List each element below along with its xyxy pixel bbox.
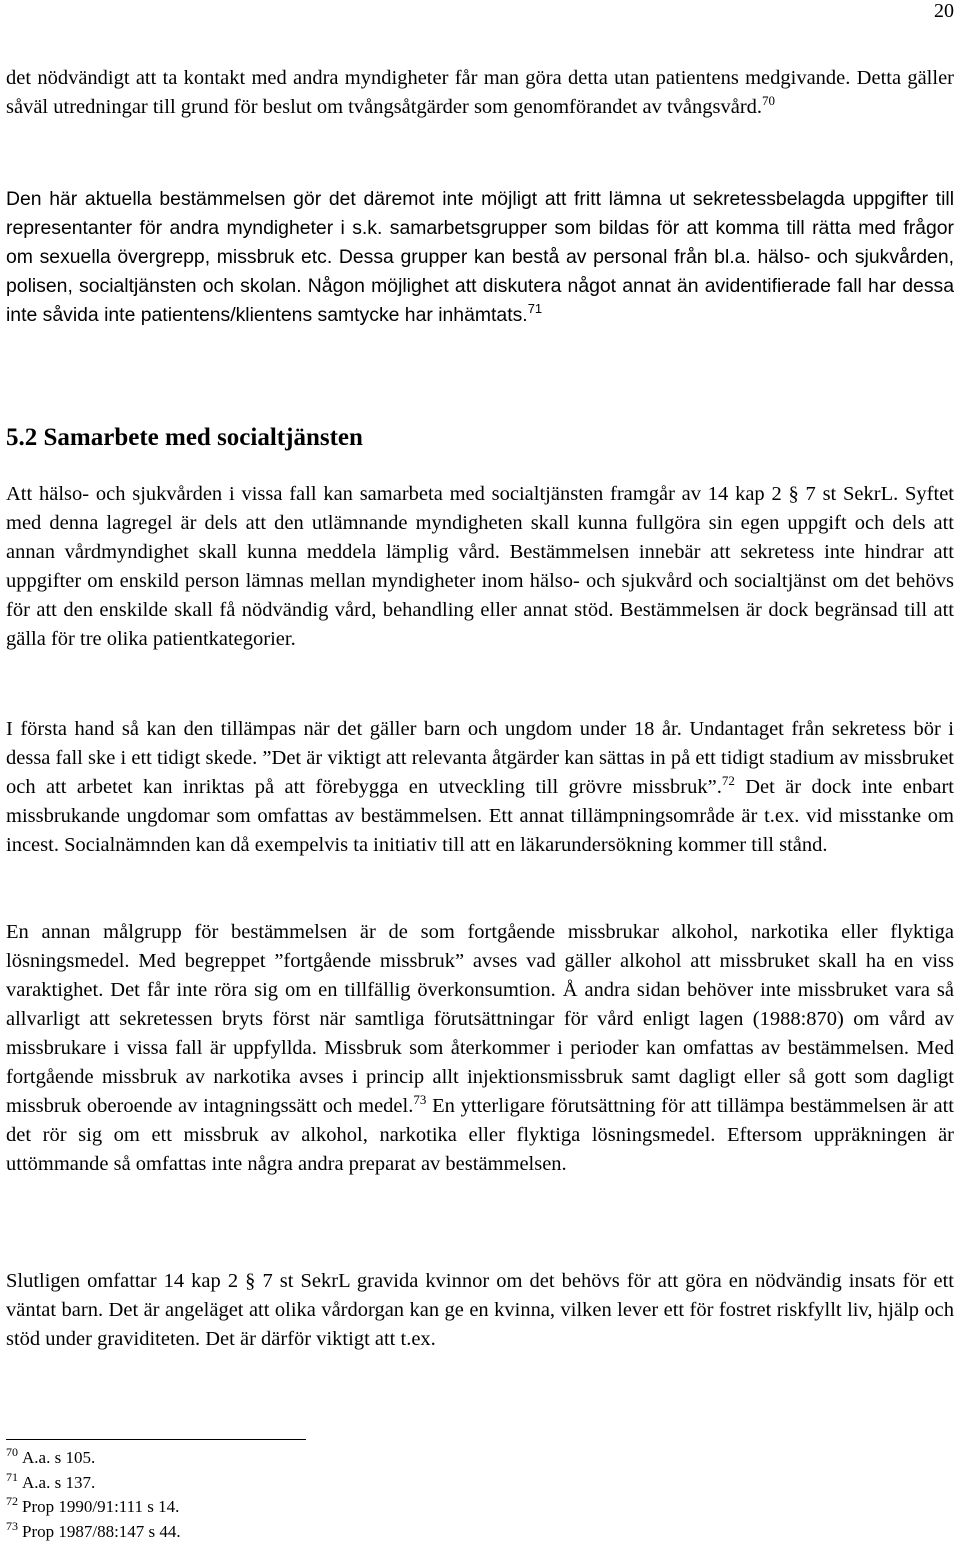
footnote-number: 70 <box>6 1445 18 1459</box>
footnote-number: 71 <box>6 1469 18 1484</box>
paragraph-5 <box>6 918 954 1179</box>
paragraph-2 <box>6 185 954 330</box>
footnote-separator <box>6 1439 306 1440</box>
footnote-ref-72: 72 <box>721 773 735 788</box>
footnote-ref-73: 73 <box>413 1092 427 1107</box>
page-number: 20 <box>934 0 954 22</box>
paragraph-6 <box>6 1267 954 1354</box>
paragraph-6-text: Slutligen omfattar 14 kap 2 § 7 st SekrL gravida kvinnor om det behövs för att göra en nödvändig insats för ett väntat barn. Det är angeläget att olika vårdorgan kan ge en kvinna, vilken lever ett för fostret riskfyllt liv, hjälp och stöd under graviditeten. Det är därför viktigt att t.ex. <box>6 1270 954 1350</box>
footnote-item <box>6 1495 181 1520</box>
paragraph-4 <box>6 715 954 860</box>
paragraph-3-text: Att hälso- och sjukvården i vissa fall kan samarbeta med socialtjänsten framgår av 14 kap 2 § 7 st SekrL. Syftet med denna lagregel är dels att den utlämnande myndigheten skall kunna fullgöra sin egen uppgift och dels att annan vårdmyndighet skall kunna meddela lämplig vård. Bestämmelsen innebär att sekretess inte hindrar att uppgifter om enskild person lämnas mellan myndigheter inom hälso- och sjukvård och socialtjänst om det behövs för att den enskilde skall få nödvändig vård, behandling eller annat stöd. Bestämmelsen är dock begränsad till att gälla för tre olika patientkategorier. <box>6 483 954 650</box>
paragraph-1-text: det nödvändigt att ta kontakt med andra myndigheter får man göra detta utan patientens medgivande. Detta gäller såväl utredningar till grund för beslut om tvångsåtgärder som genomförandet av tvångsvård. <box>6 67 954 118</box>
footnote-text: A.a. s 137. <box>22 1472 96 1492</box>
footnote-ref-70: 70 <box>762 93 776 108</box>
footnote-number: 73 <box>6 1518 18 1533</box>
paragraph-2-text: Den här aktuella bestämmelsen gör det däremot inte möjligt att fritt lämna ut sekretessbelagda uppgifter till representanter för andra myndigheter i s.k. samarbetsgrupper som bildas för att komma till rätta med frågor om sexuella övergrepp, missbruk etc. Dessa grupper kan bestå av personal från bl.a. hälso- och sjukvården, polisen, socialtjänsten och skolan. Någon möjlighet att diskutera något annat än avidentifierade fall har dessa inte såvida inte patientens/klientens samtycke har inhämtats. <box>6 188 954 326</box>
footnote-text: A.a. s 105. <box>22 1448 96 1467</box>
footnote-list <box>6 1446 181 1544</box>
footnote-item <box>6 1446 181 1471</box>
footnote-ref-71: 71 <box>527 301 543 316</box>
paragraph-4-text-end: Det är dock inte enbart missbrukande ungdomar som omfattas av bestämmelsen. Ett annat tillämpningsområde är t.ex. vid misstanke om incest. Socialnämnden kan då exempelvis ta initiativ till att en läkarundersökning kommer till stånd. <box>6 776 954 856</box>
footnote-item <box>6 1520 181 1545</box>
paragraph-1 <box>6 64 954 122</box>
footnote-number: 72 <box>6 1494 18 1508</box>
footnote-text: Prop 1987/88:147 s 44. <box>22 1521 181 1541</box>
paragraph-5-text-end: En ytterligare förutsättning för att tillämpa bestämmelsen är att det rör sig om ett missbruk av alkohol, narkotika eller flyktiga lösningsmedel. Eftersom uppräkningen är uttömmande så omfattas inte några andra preparat av bestämmelsen. <box>6 1095 955 1175</box>
footnote-item <box>6 1471 181 1496</box>
section-heading: 5.2 Samarbete med socialtjänsten <box>6 424 363 451</box>
footnote-text: Prop 1990/91:111 s 14. <box>22 1497 180 1516</box>
paragraph-3 <box>6 480 954 654</box>
paragraph-4-text-start: I första hand så kan den tillämpas när det gäller barn och ungdom under 18 år. Undantaget från sekretess bör i dessa fall ske i ett tidigt skede. ”Det är viktigt att relevanta åtgärder kan sättas in på ett tidigt stadium av missbruket och att arbetet kan inriktas på att förebygga en utveckling till grövre missbruk”. <box>6 718 954 798</box>
paragraph-5-text-start: En annan målgrupp för bestämmelsen är de som fortgående missbrukar alkohol, narkotika eller flyktiga lösningsmedel. Med begreppet ”fortgående missbruk” avses vad gäller alkohol att missbruket skall ha en viss varaktighet. Det får inte röra sig om en tillfällig överkonsumtion. Å andra sidan behöver inte missbruket vara så allvarligt att sekretessen bryts först när samtliga förutsättningar för vård enligt lagen (1988:870) om vård av missbrukare i vissa fall är uppfyllda. Missbruk som återkommer i perioder kan omfattas av bestämmelsen. Med fortgående missbruk av narkotika avses i princip allt injektionsmissbruk samt dagligt eller så gott som dagligt missbruk oberoende av intagningssätt och medel. <box>6 921 954 1117</box>
